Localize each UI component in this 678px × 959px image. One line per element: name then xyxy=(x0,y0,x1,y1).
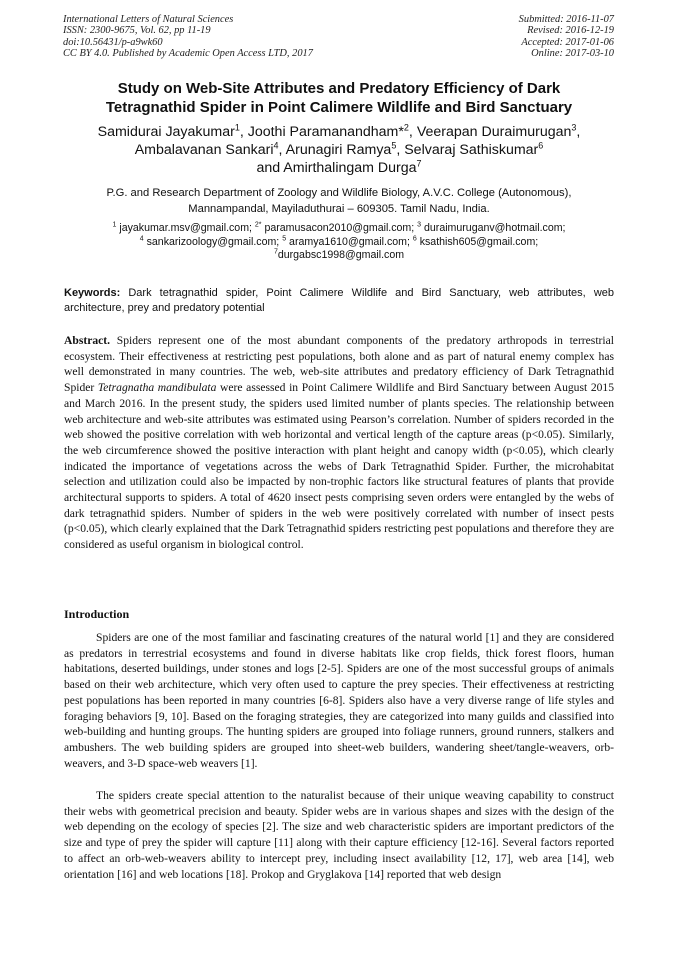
revised-date: Revised: 2016-12-19 xyxy=(527,25,614,37)
email-mark: 2* xyxy=(254,221,262,229)
submitted-date: Submitted: 2016-11-07 xyxy=(518,14,614,25)
abstract-text: Spiders represent one of the most abundant components of the predatory arthropods in terrestrial ecosystem. Their effectiveness at restricting pest populations, both alone and as part of natural enemy complex has well demonstrated in many countries. The web, web-site attributes and predatory efficiency of Dark Tetragnathid Spider xyxy=(64,334,614,395)
abstract xyxy=(64,333,614,553)
keywords-text: Dark tetragnathid spider, Point Calimere Wildlife and Bird Sanctuary, web attributes, web architecture, prey and predatory potential xyxy=(64,287,614,314)
author-line-3 xyxy=(40,159,638,177)
email: duraimuruganv@hotmail.com; xyxy=(421,222,566,234)
online-date: Online: 2017-03-10 xyxy=(531,48,614,60)
author-affil-mark: 7 xyxy=(416,158,422,169)
abstract-label: Abstract. xyxy=(64,334,111,347)
affiliation-line-1: P.G. and Research Department of Zoology and Wildlife Biology, A.V.C. College (Autonomous), xyxy=(106,187,572,199)
paper-title xyxy=(40,80,638,117)
doi: doi:10.56431/p-a9wk60 xyxy=(63,36,163,48)
email-line-2 xyxy=(40,236,638,250)
email-mark: 7 xyxy=(273,248,278,256)
email-line-3 xyxy=(40,249,638,263)
email-mark: 1 xyxy=(112,221,117,229)
email-mark: 4 xyxy=(139,234,144,242)
author-conjunction: and xyxy=(256,160,284,176)
author-affil-mark: 2 xyxy=(403,122,409,133)
email: paramusacon2010@gmail.com; xyxy=(261,222,418,234)
species-name: Tetragnatha mandibulata xyxy=(97,381,217,395)
author-name: Ambalavanan Sankari xyxy=(134,142,274,158)
paragraph-text: Spiders are one of the most familiar and fascinating creatures of the natural world [1] and they are considered as predators in terrestrial ecosystems and found in diverse habitats like crop fields, thick forest floors, human habitations, deserted buildings, under stones and logs [2-5]. Spiders are one of the most successful groups of animals based on their web architecture, which very often used to capture the prey species. Their effectiveness at restricting pest populations has been reported in many countries [6-8]. Spiders also have a very diverse range of life styles and foraging behaviors [9, 10]. Based on the foraging strategies, they are categorized into many guilds and classified into web-building and hunting groups. The hunting spiders are grouped into foliage runners, ground runners, stalkers and ambushers. The web building spiders are grouped into sheet-web builders, wandering sheet/tangle-weavers, orb-weavers, and 3-D space-web weavers [1]. xyxy=(64,631,614,770)
affiliation-line-2: Mannampandal, Mayiladuthurai – 609305. Tamil Nadu, India. xyxy=(188,202,490,215)
issn-volume: ISSN: 2300-9675, Vol. 62, pp 11-19 xyxy=(63,25,211,37)
abstract-text: were assessed in Point Calimere Wildlife and Bird Sanctuary between August 2015 and March 2016. In the present study, the spiders used limited number of plants species. The relationship between web architecture and web-site attributes was estimated using Pearson’s correlation. Number of spiders recorded in the web showed the positive correlation with web horizontal and vertical length of the capture areas (p<0.05). Similarly, the web circumference showed the positive interaction with plant height and canopy width (p<0.05), which clearly indicated the importance of vegetations across the webs of Dark Tetragnathid Spider. Further, the microhabitat selection and utilization could also be impacted by non-trophic factors like structural features of plants that provide architectural supports to spiders. A total of 4620 insect pests comprising seven orders were entangled by the webs of dark tetragnathid spiders. Number of spiders in the web were positively correlated with number of insect pests (p<0.05), which clearly explained that the Dark Tetragnathid spiders restricting pest populations and therefore they are considered as useful organism in biological control. xyxy=(64,381,615,552)
author-line-2: Ambalavanan Sankari$^4$, Arunagiri Ramya$^5$, Selvaraj Sathiskumar$^6$ xyxy=(134,140,544,158)
title-line-2: Tetragnathid Spider in Point Calimere Wildlife and Bird Sanctuary xyxy=(105,98,573,116)
author-list xyxy=(40,123,638,177)
author-name: Samidurai Jayakumar xyxy=(97,124,235,140)
keywords xyxy=(64,286,614,315)
email: sankarizoology@gmail.com; xyxy=(143,235,283,248)
author-name: Arunagiri Ramya xyxy=(285,142,392,158)
author-line-1: Samidurai Jayakumar$^1$, Joothi Paramanandham*$^2$, Veerapan Duraimurugan$^3$, xyxy=(97,122,581,140)
author-affil-mark: 1 xyxy=(234,122,240,133)
affiliation xyxy=(40,186,638,217)
title-line-1: Study on Web-Site Attributes and Predatory Efficiency of Dark xyxy=(117,80,561,97)
author-name: Joothi Paramanandham* xyxy=(247,124,404,140)
intro-paragraph-1 xyxy=(64,630,614,771)
email: jayakumar.msv@gmail.com; xyxy=(116,222,255,234)
email-mark: 6 xyxy=(412,234,417,242)
author-name: Veerapan Duraimurugan xyxy=(416,124,572,140)
author-name: Selvaraj Sathiskumar xyxy=(404,142,539,158)
author-affil-mark: 6 xyxy=(538,140,544,151)
introduction-heading: Introduction xyxy=(64,607,130,621)
email: aramya1610@gmail.com; xyxy=(286,235,413,248)
journal-name: International Letters of Natural Sciences xyxy=(63,14,234,25)
author-affil-mark: 5 xyxy=(391,140,397,151)
journal-header-right xyxy=(519,14,614,60)
author-name: Amirthalingam Durga xyxy=(283,160,417,176)
license-line: CC BY 4.0. Published by Academic Open Access LTD, 2017 xyxy=(63,48,313,60)
email-line-1 xyxy=(40,222,638,236)
author-affil-mark: 4 xyxy=(273,140,279,151)
email-mark: 3 xyxy=(417,221,422,229)
paragraph-text: The spiders create special attention to the naturalist because of their unique weaving capability to construct their webs with geometrical precision and beauty. Spider webs are in various shapes and sizes with the design of the web depending on the ecology of species [2]. The size and web characteristic spiders are important predictors of the size and type of prey the spider will capture [11] along with their capture efficiency [12-16]. Several factors reported to affect an orb-web-weavers ability to intercept prey, including insect availability [12, 17], web area [14], web orientation [16] and web locations [18]. Prokop and Gryglakova [14] reported that web design xyxy=(64,789,614,881)
author-emails xyxy=(40,222,638,263)
author-affil-mark: 3 xyxy=(571,122,577,133)
intro-paragraph-2 xyxy=(64,788,614,882)
journal-header-left xyxy=(63,14,313,60)
keywords-label: Keywords: xyxy=(64,287,121,299)
email-mark: 5 xyxy=(282,234,287,242)
accepted-date: Accepted: 2017-01-06 xyxy=(521,36,614,48)
email: ksathish605@gmail.com; xyxy=(416,235,539,248)
email: durgabsc1998@gmail.com xyxy=(277,249,405,261)
